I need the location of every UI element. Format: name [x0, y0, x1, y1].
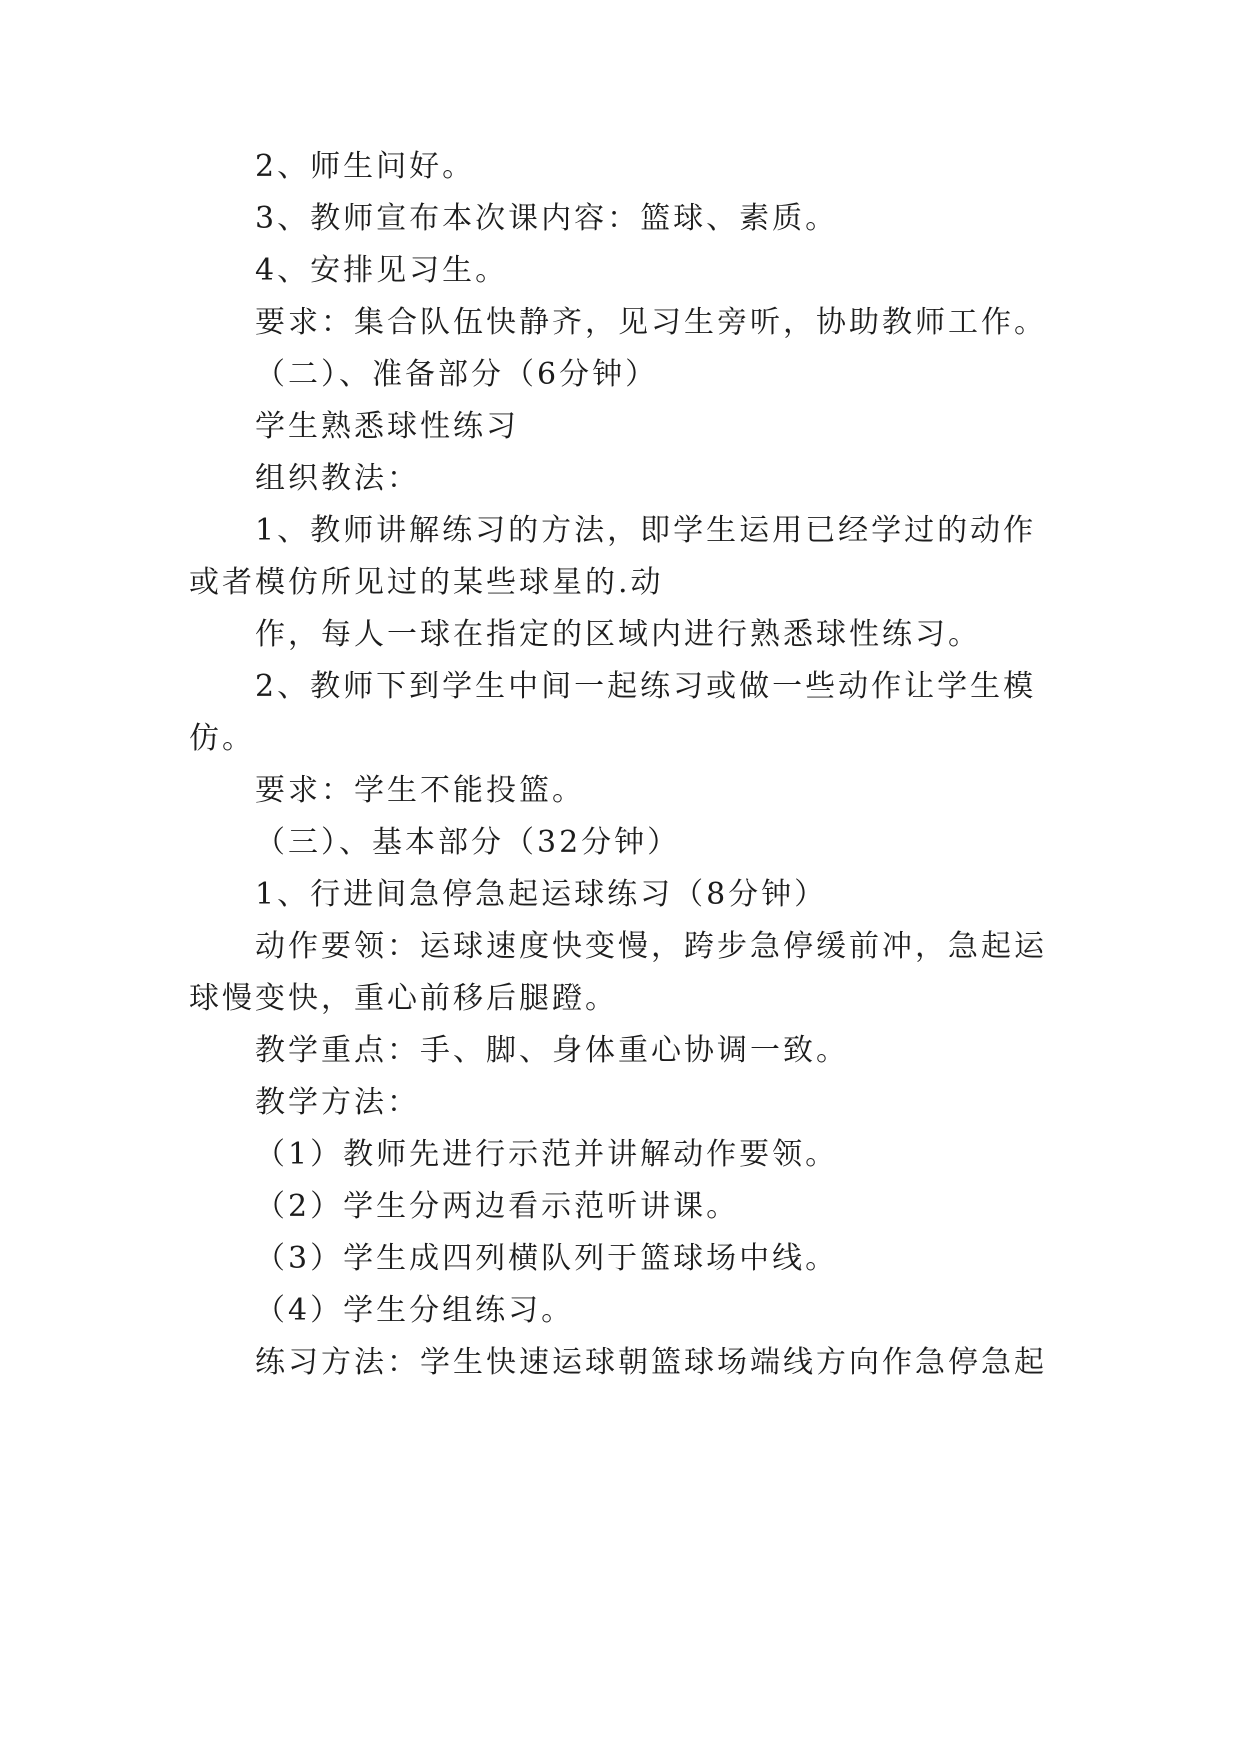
text-line: 要求：学生不能投篮。 — [255, 773, 585, 808]
text-line: （4）学生分组练习。 — [255, 1293, 575, 1328]
text-line: 1、行进间急停急起运球练习（8分钟） — [255, 877, 828, 912]
text-line: 或者模仿所见过的某些球星的.动 — [189, 565, 664, 600]
text-line: 教学方法： — [255, 1085, 420, 1120]
text-line: 2、师生问好。 — [255, 149, 476, 184]
text-line: 要求：集合队伍快静齐，见习生旁听，协助教师工作。 — [255, 305, 1047, 340]
text-line: 3、教师宣布本次课内容：篮球、素质。 — [255, 201, 839, 236]
text-line: 学生熟悉球性练习 — [255, 409, 519, 444]
text-line: 练习方法：学生快速运球朝篮球场端线方向作急停急起 — [255, 1345, 1047, 1380]
text-line: 4、安排见习生。 — [255, 253, 509, 288]
text-line: 1、教师讲解练习的方法，即学生运用已经学过的动作 — [255, 513, 1037, 548]
text-line: （3）学生成四列横队列于篮球场中线。 — [255, 1241, 839, 1276]
text-line: 仿。 — [189, 721, 255, 756]
section-heading: （三）、基本部分（32分钟） — [255, 825, 681, 860]
text-line: 2、教师下到学生中间一起练习或做一些动作让学生模 — [255, 669, 1037, 704]
text-line: 球慢变快，重心前移后腿蹬。 — [189, 981, 618, 1016]
text-line: （2）学生分两边看示范听讲课。 — [255, 1189, 740, 1224]
text-line: （1）教师先进行示范并讲解动作要领。 — [255, 1137, 839, 1172]
text-line: 动作要领：运球速度快变慢，跨步急停缓前冲，急起运 — [255, 929, 1047, 964]
text-line: 组织教法： — [255, 461, 420, 496]
text-line: 作，每人一球在指定的区域内进行熟悉球性练习。 — [255, 617, 981, 652]
text-line: 教学重点：手、脚、身体重心协调一致。 — [255, 1033, 849, 1068]
section-heading: （二）、准备部分（6分钟） — [255, 357, 659, 392]
